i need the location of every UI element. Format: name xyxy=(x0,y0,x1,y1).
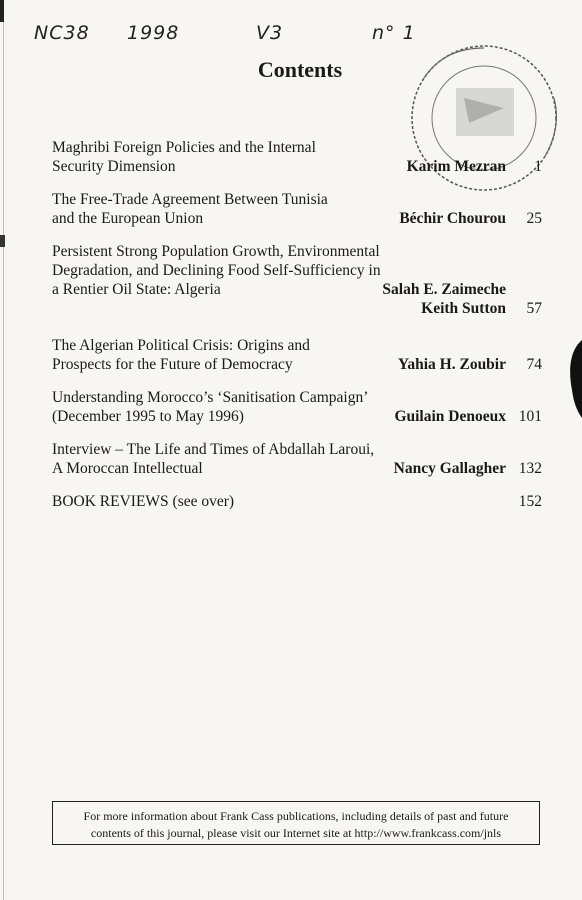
toc-entry[interactable] xyxy=(52,388,542,426)
entry-title-line: BOOK REVIEWS (see over) xyxy=(52,493,235,510)
toc-entry[interactable] xyxy=(52,492,542,511)
handwritten-number: n° 1 xyxy=(372,22,416,44)
entry-title-line: Interview – The Life and Times of Abdallah Laroui, xyxy=(52,441,375,458)
toc-entry[interactable] xyxy=(52,242,542,318)
scan-blob-icon xyxy=(568,330,582,420)
toc-entry[interactable] xyxy=(52,138,542,176)
handwritten-volume: V3 xyxy=(256,22,284,44)
entry-page: 1 xyxy=(534,158,542,175)
entry-author: Keith Sutton xyxy=(421,300,506,317)
toc-entry[interactable] xyxy=(52,440,542,478)
entry-title-line: A Moroccan Intellectual xyxy=(52,460,203,477)
entry-author: Béchir Chourou xyxy=(399,210,506,227)
entry-title-line: Persistent Strong Population Growth, Environmental xyxy=(52,243,380,260)
page-title: Contents xyxy=(257,57,343,82)
entry-page: 152 xyxy=(518,493,542,510)
toc-entry[interactable] xyxy=(52,190,542,228)
scan-edge xyxy=(3,0,4,900)
entry-page: 25 xyxy=(526,210,542,227)
entry-title-line: a Rentier Oil State: Algeria xyxy=(52,281,221,298)
info-line: For more information about Frank Cass publications, including details of past and future xyxy=(83,809,509,823)
info-line: contents of this journal, please visit our Internet site at http://www.frankcass.com/jnls xyxy=(90,826,502,840)
scan-mark xyxy=(0,0,4,22)
entry-page: 101 xyxy=(518,408,542,425)
entry-author: Karim Mezran xyxy=(406,158,506,175)
entry-title-line: and the European Union xyxy=(52,210,204,227)
handwritten-code: NC38 xyxy=(34,22,90,44)
entry-title-line: Prospects for the Future of Democracy xyxy=(52,356,293,373)
entry-author: Nancy Gallagher xyxy=(393,460,506,477)
entry-title-line: The Algerian Political Crisis: Origins and xyxy=(52,337,310,354)
toc-entry[interactable] xyxy=(52,336,542,374)
table-of-contents xyxy=(52,138,542,525)
info-box xyxy=(52,801,540,845)
entry-title-line: Maghribi Foreign Policies and the Internal xyxy=(52,139,316,156)
entry-author: Salah E. Zaimeche xyxy=(382,281,506,298)
entry-title-line: (December 1995 to May 1996) xyxy=(52,408,244,425)
entry-title-line: Degradation, and Declining Food Self-Sufficiency in xyxy=(52,262,381,279)
entry-author: Guilain Denoeux xyxy=(394,408,506,425)
entry-title-line: Security Dimension xyxy=(52,158,176,175)
entry-page: 57 xyxy=(526,300,542,317)
entry-page: 132 xyxy=(518,460,542,477)
entry-title-line: Understanding Morocco’s ‘Sanitisation Campaign’ xyxy=(52,389,369,406)
entry-author: Yahia H. Zoubir xyxy=(397,356,506,373)
scan-mark xyxy=(0,235,5,247)
handwritten-year: 1998 xyxy=(127,22,180,44)
entry-title-line: The Free-Trade Agreement Between Tunisia xyxy=(52,191,328,208)
entry-page: 74 xyxy=(526,356,542,373)
